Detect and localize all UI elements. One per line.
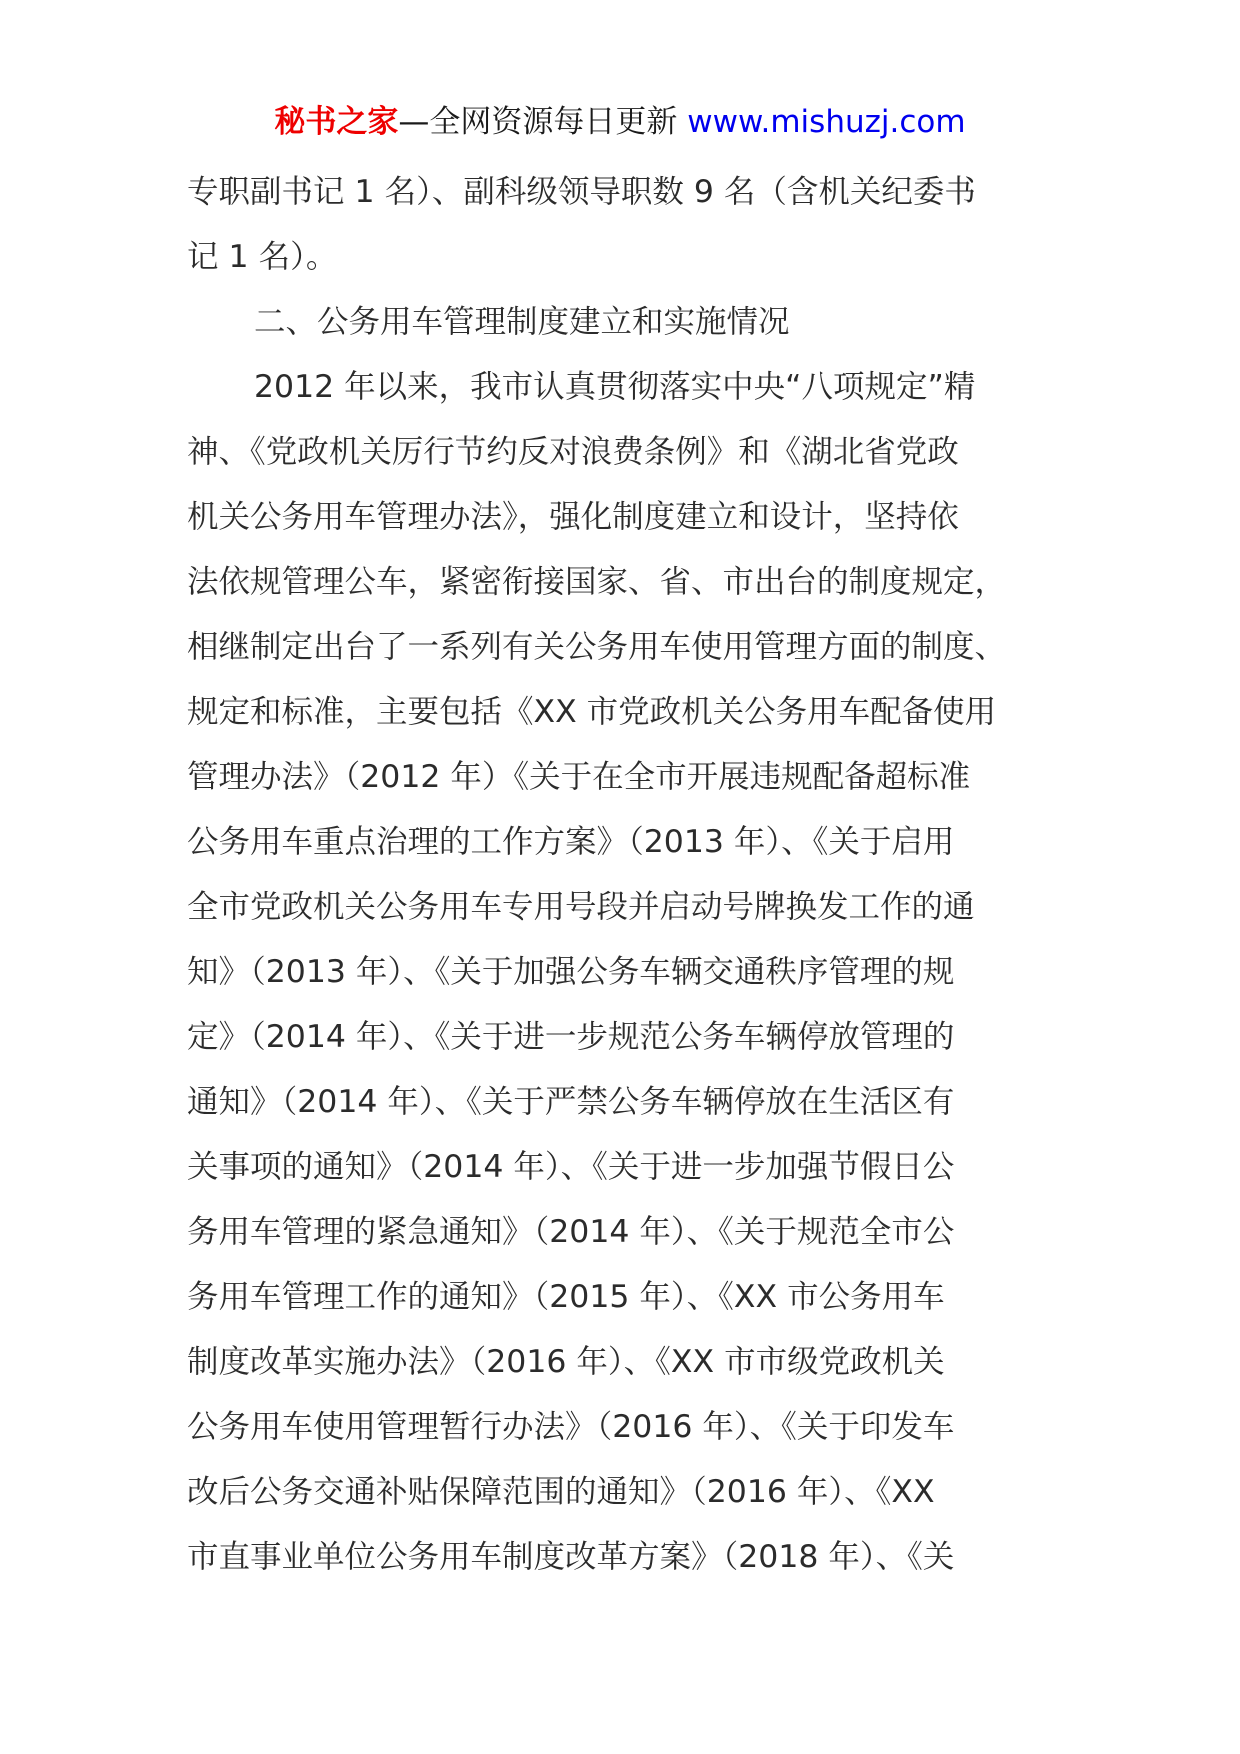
text-line: 知》（2013 年）、《关于加强公务车辆交通秩序管理的规 [187, 954, 955, 990]
text-line: 定》（2014 年）、《关于进一步规范公务车辆停放管理的 [187, 1019, 955, 1055]
text-line: 制度改革实施办法》（2016 年）、《XX 市市级党政机关 [187, 1344, 945, 1380]
text-line: 神、《党政机关厉行节约反对浪费条例》和《湖北省党政 [187, 434, 959, 470]
section-heading: 二、公务用车管理制度建立和实施情况 [254, 304, 790, 340]
text-line: 法依规管理公车，紧密衔接国家、省、市出台的制度规定， [187, 564, 1007, 600]
page-header [0, 96, 1240, 148]
text-line: 关事项的通知》（2014 年）、《关于进一步加强节假日公 [187, 1149, 955, 1185]
text-line: 2012 年以来，我市认真贯彻落实中央“八项规定”精 [254, 369, 976, 405]
text-line: 通知》（2014 年）、《关于严禁公务车辆停放在生活区有 [187, 1084, 955, 1120]
website-link[interactable]: www.mishuzj.com [687, 104, 966, 140]
text-line: 全市党政机关公务用车专用号段并启动号牌换发工作的通 [187, 889, 975, 925]
text-line: 规定和标准，主要包括《XX 市党政机关公务用车配备使用 [187, 694, 997, 730]
text-line: 相继制定出台了一系列有关公务用车使用管理方面的制度、 [187, 629, 1007, 665]
header-tagline: —全网资源每日更新 [398, 104, 688, 140]
text-line: 务用车管理的紧急通知》（2014 年）、《关于规范全市公 [187, 1214, 955, 1250]
text-line: 管理办法》（2012 年）《关于在全市开展违规配备超标准 [187, 759, 971, 795]
text-line: 记 1 名）。 [187, 239, 338, 275]
text-line: 机关公务用车管理办法》，强化制度建立和设计，坚持依 [187, 499, 959, 535]
brand-name: 秘书之家 [274, 104, 399, 140]
text-line: 改后公务交通补贴保障范围的通知》（2016 年）、《XX [187, 1474, 935, 1510]
text-line: 专职副书记 1 名）、副科级领导职数 9 名（含机关纪委书 [187, 174, 976, 210]
document-body [187, 160, 1057, 1590]
text-line: 公务用车重点治理的工作方案》（2013 年）、《关于启用 [187, 824, 955, 860]
text-line: 务用车管理工作的通知》（2015 年）、《XX 市公务用车 [187, 1279, 945, 1315]
text-line: 市直事业单位公务用车制度改革方案》（2018 年）、《关 [187, 1539, 955, 1575]
text-line: 公务用车使用管理暂行办法》（2016 年）、《关于印发车 [187, 1409, 955, 1445]
